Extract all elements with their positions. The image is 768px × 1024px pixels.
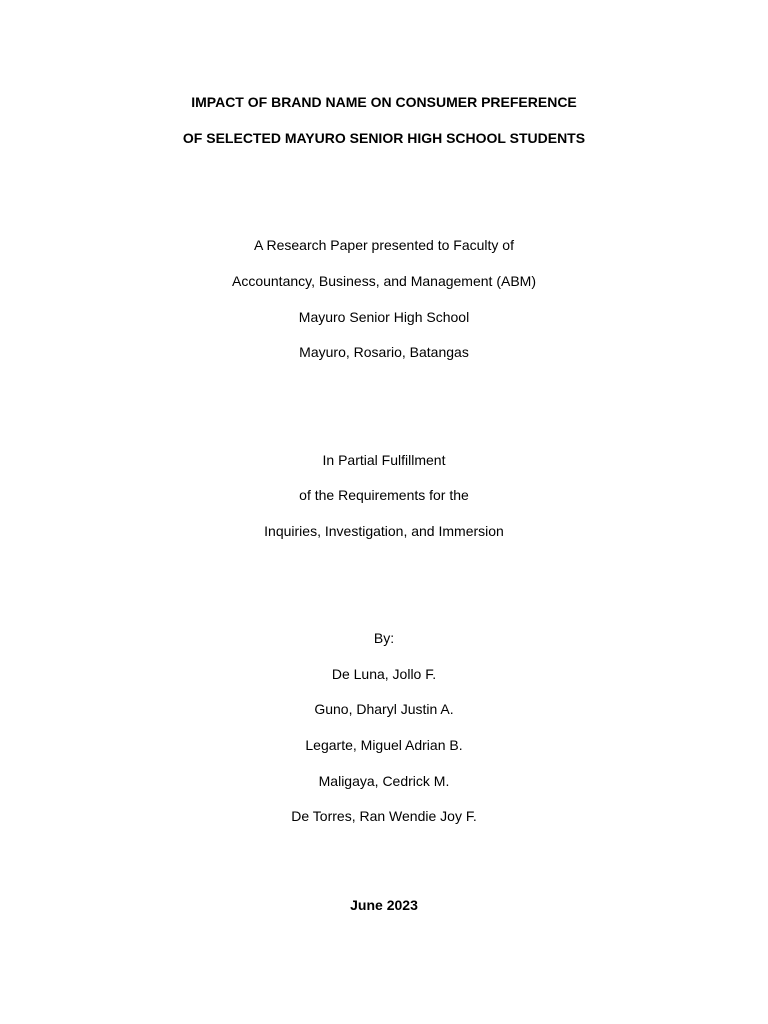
presentation-line-2: Accountancy, Business, and Management (ABM) [231, 273, 536, 289]
author-name: Legarte, Miguel Adrian B. [305, 737, 463, 753]
title-line-2: OF SELECTED MAYURO SENIOR HIGH SCHOOL STUDENTS [182, 130, 586, 146]
author-name: De Luna, Jollo F. [331, 666, 437, 682]
fulfillment-line-1: In Partial Fulfillment [322, 452, 446, 468]
author-name: Maligaya, Cedrick M. [318, 773, 450, 789]
fulfillment-line-2: of the Requirements for the [299, 487, 469, 503]
author-name: De Torres, Ran Wendie Joy F. [291, 808, 477, 824]
submission-date: June 2023 [350, 897, 418, 913]
presentation-line-4: Mayuro, Rosario, Batangas [299, 344, 469, 360]
title-line-1: IMPACT OF BRAND NAME ON CONSUMER PREFERENCE [191, 94, 577, 110]
presentation-line-1: A Research Paper presented to Faculty of [254, 237, 514, 253]
presentation-line-3: Mayuro Senior High School [298, 309, 470, 325]
authors-label: By: [373, 630, 395, 646]
fulfillment-line-3: Inquiries, Investigation, and Immersion [264, 523, 504, 539]
author-name: Guno, Dharyl Justin A. [314, 701, 454, 717]
